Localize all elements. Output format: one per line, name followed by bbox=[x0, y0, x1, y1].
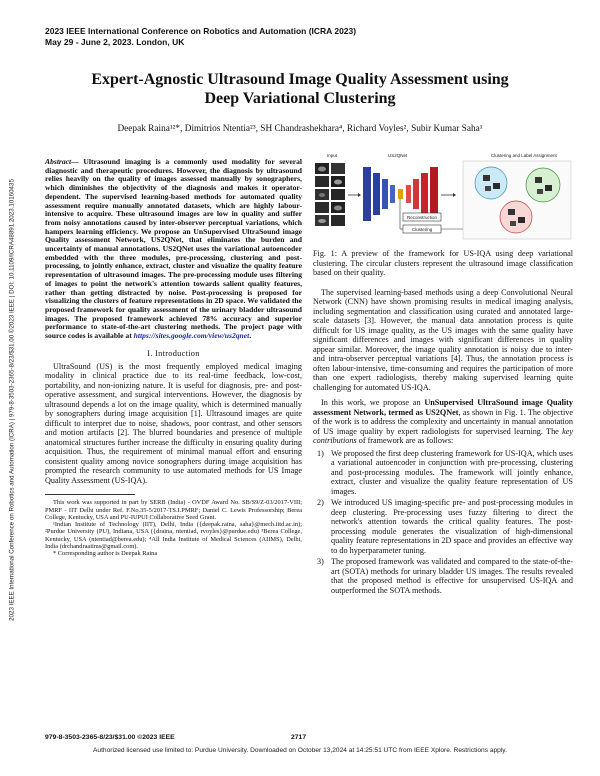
figure-1 bbox=[313, 153, 573, 243]
figure-label-input: Input bbox=[327, 153, 338, 158]
intro-paragraph: UltraSound (US) is the most frequently employed medical imaging modality in clinical practice due to its real-time feedback, low-cost, portability, and non-ionizing nature. It is useful for diagnosis, pre- and post-operative assessment, and surgical interventions. However, the diagnosis by ultrasound depends a lot on the image quality, which is determined manually by sonographers during image acquisition [1]. Ultrasound images are quite difficult to interpret due to noise, shadows, poor contrast, and other sensors and motion artifacts [2]. The blurred boundaries and presence of multiple anatomical structures further increase the difficulty in ensuring quality during acquisition. Thus, the requirement of minimal manual effort and ensuring consistent quality among novice sonographers during image acquisition has prompted the research community to use automated methods for US Image Quality Assessment (US-IQA). bbox=[45, 361, 302, 485]
right-paragraph-2 bbox=[313, 398, 573, 446]
side-strip bbox=[5, 120, 19, 680]
figure-label-clustering: Clustering bbox=[412, 227, 433, 232]
contribution-text: We introduced US imaging-specific pre- and post-processing modules in deep clustering. Pre-processing uses fuzzy filtering to direct the network's attention towards the critical quality features. The post-processing module generates the visualization of high-dimensional quality feature representations in 2D space and provides an effective way to do hyperparameter tuning. bbox=[331, 498, 573, 555]
p2-key-contributions: key contributions bbox=[313, 426, 573, 445]
conference-dates: May 29 - June 2, 2023. London, UK bbox=[45, 37, 185, 47]
contributions-list bbox=[313, 449, 573, 596]
title-line-1: Expert-Agnostic Ultrasound Image Quality Assessment using bbox=[91, 71, 509, 88]
abstract-text: — Ultrasound imaging is a commonly used modality for several diagnostic and therapeutic procedures. However, the diagnosis by ultrasound relies heavily on the quality of images assessed manually by sonographers, which diminishes the objectivity of the diagnosis and makes it operator-dependent. The supervised learning-based methods for automated quality assessment require manually annotated datasets, which are highly labour-intensive to acquire. These ultrasound images are low in quality and suffer from noisy annotations caused by inter-observer perceptual variations, which hampers learning efficiency. We propose an UnSupervised UltraSound image Quality assessment Network, US2QNet, that eliminates the burden and uncertainty of manual annotations. US2QNet uses the variational autoencoder embedded with the three modules, pre-processing, clustering and post-processing, to jointly enhance, extract, cluster and visualize the quality feature representation of ultrasound images. The pre-processing module uses filtering of images to point the network's attention towards salient quality features, rather than getting distracted by noise. Post-processing is proposed for visualizing the clusters of feature representations in 2D space. We validated the proposed framework for quality assessment of the urinary bladder ultrasound images. The proposed framework achieved 78% accuracy and superior performance to state-of-the-art clustering methods. The project page with source codes is available at bbox=[45, 157, 302, 341]
right-column bbox=[313, 153, 573, 597]
footnote-divider bbox=[45, 494, 135, 495]
encoder-blocks bbox=[363, 167, 395, 221]
abstract bbox=[45, 158, 302, 341]
latent-block bbox=[398, 189, 403, 199]
contribution-number: 1) bbox=[317, 448, 324, 458]
contribution-text: We proposed the first deep clustering framework for US-IQA, which uses a variational autoencoder in conjunction with pre-processing, clustering and post-processing modules. The framework will jointly enhance, extract, cluster and visualize the quality feature representation of US images. bbox=[331, 448, 573, 496]
license-notice: Authorized licensed use limited to: Purdue University. Downloaded on October 13,2024 at 14:25:51 UTC from IEEE Xplore. Restrictions apply. bbox=[93, 747, 507, 754]
figure-label-cluster: Clustering and Label Assignment bbox=[491, 153, 557, 158]
cluster-visualization bbox=[463, 161, 571, 239]
figure-label-net: US2QNet bbox=[388, 153, 408, 158]
input-images bbox=[315, 163, 345, 226]
abstract-end: . bbox=[249, 331, 252, 341]
p2-a: In this work, we propose an bbox=[321, 398, 425, 407]
contribution-number: 2) bbox=[317, 498, 324, 507]
page-number: 2717 bbox=[291, 734, 307, 741]
footnote-funding: This work was supported in part by SERB (India) - OVDF Award No. SB/S9/Z-03/2017-VIII; PMRF - IIT Delhi under Ref. F.No.35-5/2017-TS.I.PMRF; Daniel C. Lewis Professorship; Berea College, Kentucky, USA and PU-IUPUI Collaborative Seed Grant. bbox=[45, 499, 302, 521]
isbn-line: 979-8-3503-2365-8/23/$31.00 ©2023 IEEE bbox=[45, 734, 175, 741]
p2-network-name: UnSupervised UltraSound image Quality assessment Network, termed as US2QNet bbox=[313, 398, 573, 417]
p2-e: of framework are as follows: bbox=[356, 436, 454, 445]
contribution-number: 3) bbox=[317, 557, 324, 566]
footnote-affiliations: ¹Indian Institute of Technology (IIT), Delhi, India ({deepak.raina, saha}@mech.iitd.ac.in); ²Purdue University (PU), Indiana, USA ({draina, ntentiad, rvoyles}@purdue.edu) ³Berea College, Kentucky, USA (ntentiad@berea.edu); ⁴All India Institute of Medical Sciences (AIIMS), Delhi, India (drchandraaiims@gmail.com). bbox=[45, 521, 302, 551]
figure-label-reconstruction: Reconstruction bbox=[407, 215, 438, 220]
project-link[interactable]: https://sites.google.com/view/us2qnet bbox=[133, 331, 250, 341]
contribution-item bbox=[313, 449, 573, 497]
contribution-item bbox=[313, 557, 573, 595]
left-column bbox=[45, 158, 302, 558]
contribution-text: The proposed framework was validated and compared to the state-of-the-art (SOTA) methods for urinary bladder US images. The results revealed that the proposed method is effective for unsupervised US-IQA and outperformed the SOTA methods. bbox=[331, 557, 573, 595]
side-strip-text: 2023 IEEE International Conference on Robotics and Automation (ICRA) | 979-8-3503-2365-8/23/$31.00 ©2023 IEEE | DOI: 10.1109/ICRA48891.2023.10160435 bbox=[8, 179, 16, 621]
footnote-corresponding: * Corresponding author is Deepak Raina bbox=[53, 550, 158, 558]
p2-c: , as shown in Fig. 1. The objective of the work is to address the complexity and uncertainty in manual annotation of US image quality by expert radiologists for supervised learning. The bbox=[313, 407, 573, 436]
author-list: Deepak Raina¹²*, Dimitrios Ntentia²³, SH Chandrashekhara⁴, Richard Voyles², Subir Kumar Saha¹ bbox=[117, 124, 483, 134]
framework-diagram bbox=[313, 153, 573, 243]
intro-heading: I. Introduction bbox=[147, 348, 200, 358]
right-paragraph-1: The supervised learning-based methods using a deep Convolutional Neural Network (CNN) have shown promising results in medical imaging analysis, including segmentation and classification using curated and annotated large-scale datasets [3]. However, the manual data annotation process is quite difficult for US image quality, as the US images with the same quality have significant differences and images with significant differences in quality appear similar. Moreover, the image quality annotation is noisy due to inter- and intra-observer perceptual variations [4]. Thus, the annotation process is often labour-intensive, time-consuming and requires the participation of more than one expert radiologists, thereby making supervised learning quite challenging for automated US-IQA. bbox=[313, 287, 573, 392]
title-line-2: Deep Variational Clustering bbox=[204, 90, 396, 107]
conference-name: 2023 IEEE International Conference on Robotics and Automation (ICRA 2023) bbox=[45, 26, 357, 36]
abstract-label: Abstract bbox=[45, 157, 72, 166]
figure-caption: Fig. 1: A preview of the framework for US-IQA using deep variational clustering. The circular clusters represent the ultrasound image classification based on their quality. bbox=[313, 249, 573, 277]
paper-title bbox=[60, 70, 540, 108]
contribution-item bbox=[313, 498, 573, 555]
